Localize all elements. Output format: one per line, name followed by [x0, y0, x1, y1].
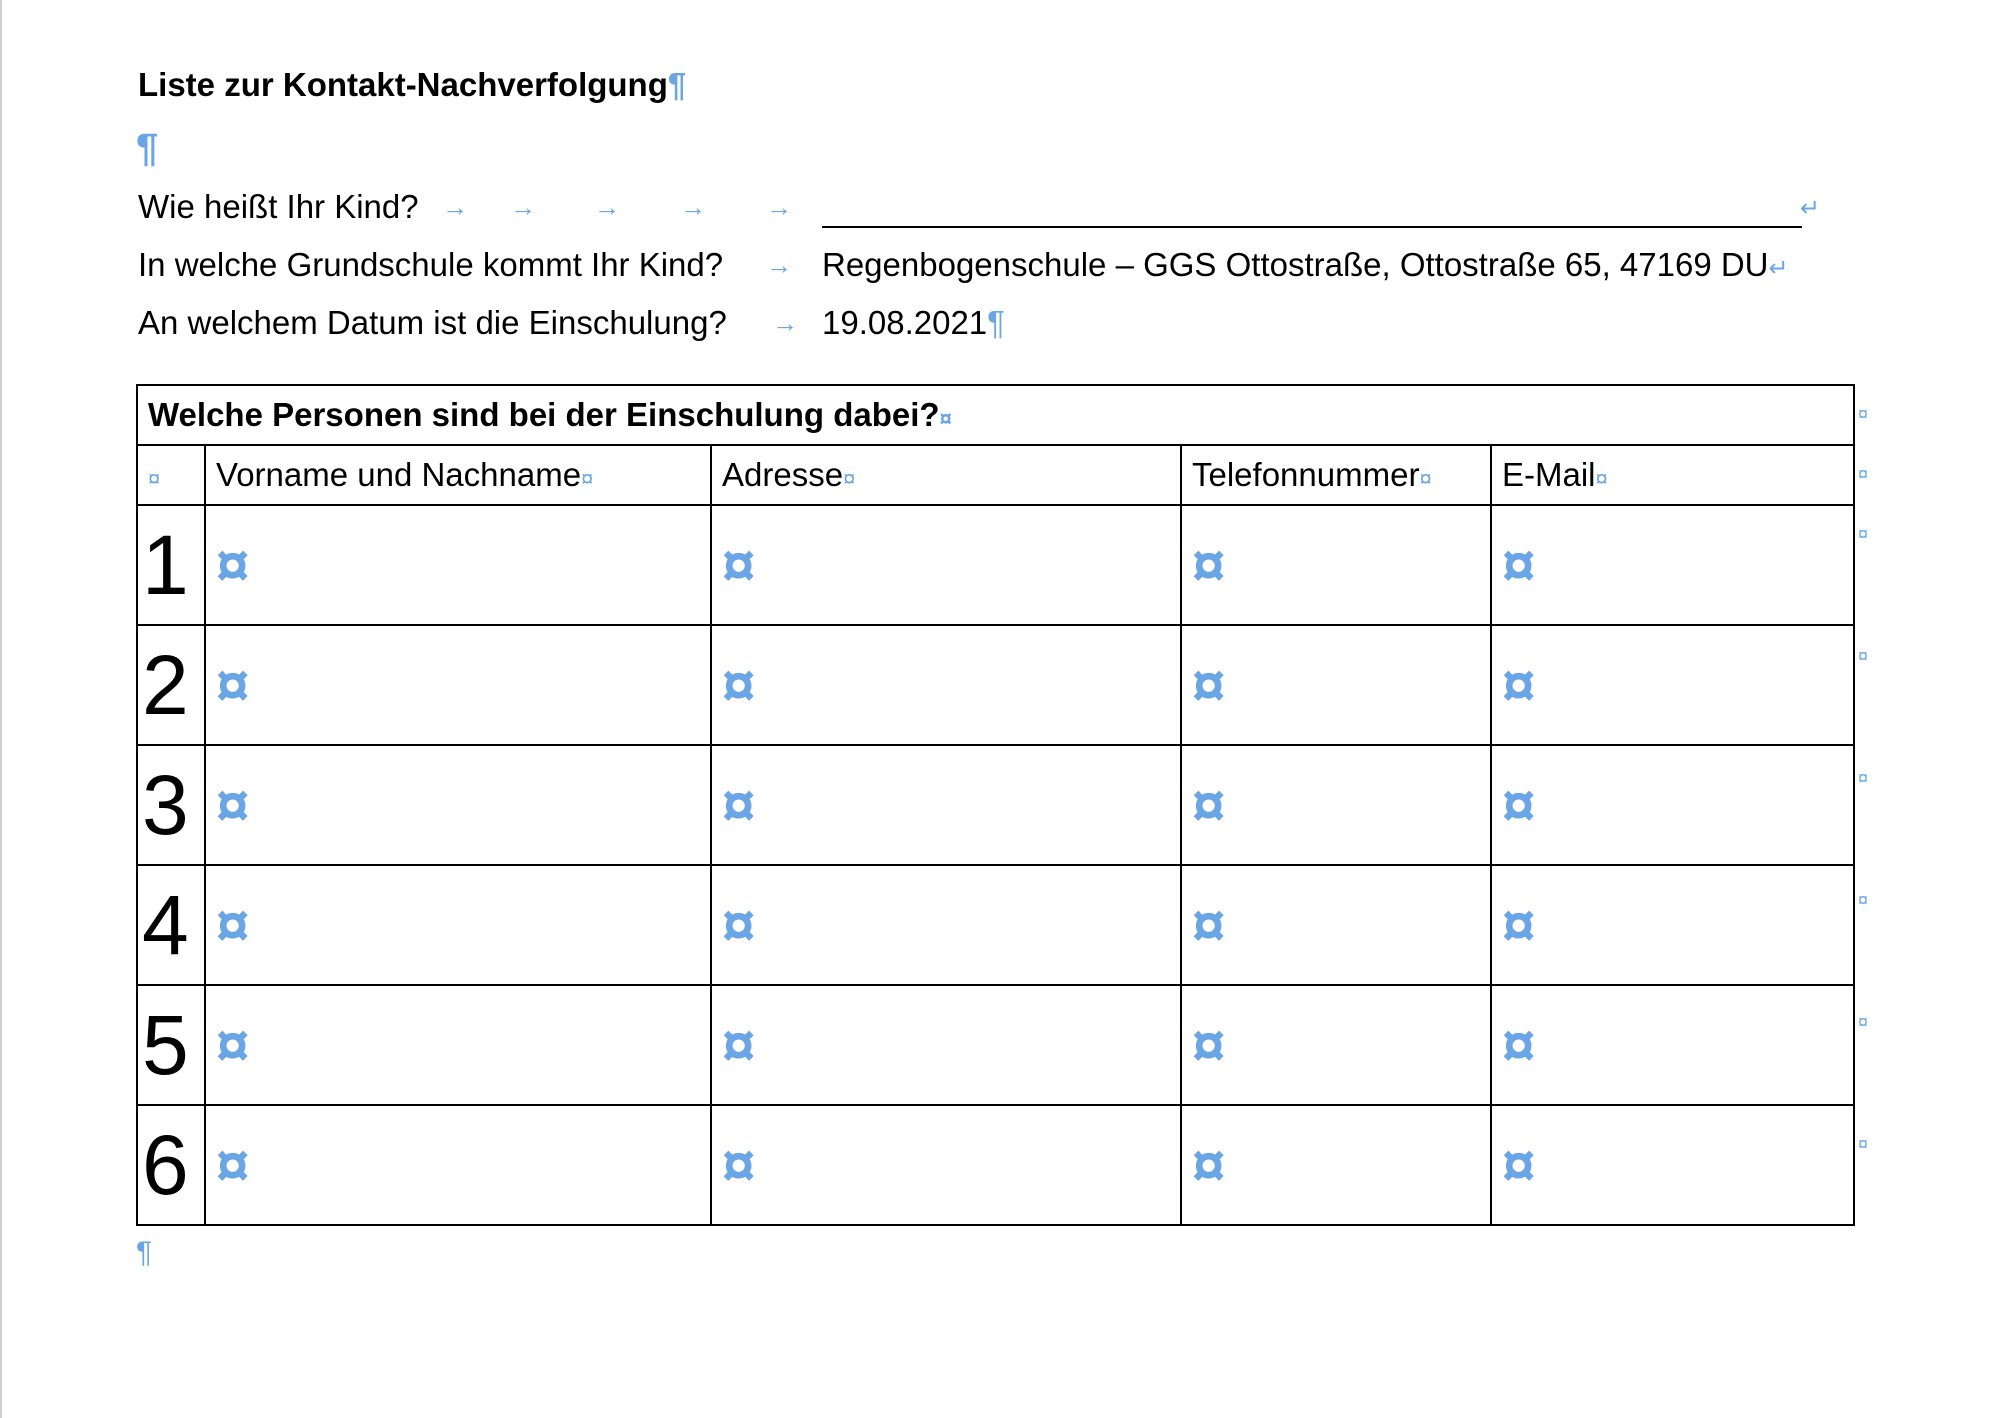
answer-underline[interactable] — [822, 226, 1802, 228]
table-cell[interactable] — [1491, 985, 1854, 1105]
tab-arrow: → — [510, 192, 536, 222]
tab-arrow: → — [772, 308, 798, 338]
table-cell[interactable] — [1181, 745, 1491, 865]
table-header: Welche Personen sind bei der Einschulung dabei? — [148, 396, 940, 433]
cell-mark: ¤ — [722, 651, 756, 719]
line-break-mark: ↵ — [1768, 255, 1789, 282]
column-address-label: Adresse — [722, 456, 844, 493]
answer-school[interactable] — [822, 246, 1789, 284]
table-cell[interactable] — [205, 745, 711, 865]
row-number: 2 — [137, 625, 205, 745]
question-label: Wie heißt Ihr Kind? — [138, 188, 419, 225]
cell-mark: ¤ — [722, 531, 756, 599]
cell-mark: ¤ — [1502, 891, 1536, 959]
table-cell[interactable] — [205, 505, 711, 625]
cell-mark: ¤ — [722, 1131, 756, 1199]
cell-mark: ¤ — [1502, 1011, 1536, 1079]
column-name-label: Vorname und Nachname — [216, 456, 582, 493]
table-cell[interactable] — [1491, 745, 1854, 865]
question-date — [138, 304, 727, 342]
table-cell[interactable] — [711, 625, 1181, 745]
table-row — [137, 505, 1854, 625]
tab-arrow: → — [766, 250, 792, 280]
cell-mark: ¤ — [216, 1131, 250, 1199]
cell-mark: ¤ — [216, 891, 250, 959]
row-number: 4 — [137, 865, 205, 985]
cell-mark: ¤ — [1192, 651, 1226, 719]
cell-mark: ¤ — [216, 771, 250, 839]
column-header[interactable] — [711, 445, 1181, 505]
tab-arrow: → — [442, 192, 468, 222]
row-end-mark: ¤ — [1858, 524, 1869, 544]
table-cell[interactable] — [1491, 505, 1854, 625]
page-edge — [0, 0, 2, 1418]
table-cell[interactable] — [205, 625, 711, 745]
row-end-mark: ¤ — [1858, 890, 1869, 910]
column-phone-label: Telefonnummer — [1192, 456, 1420, 493]
row-number: 3 — [137, 745, 205, 865]
table-cell[interactable] — [205, 1105, 711, 1225]
cell-mark: ¤ — [1502, 651, 1536, 719]
corner-cell[interactable] — [137, 445, 205, 505]
cell-mark: ¤ — [722, 1011, 756, 1079]
row-end-mark: ¤ — [1858, 404, 1869, 424]
row-end-mark: ¤ — [1858, 646, 1869, 666]
question-school — [138, 246, 723, 284]
line-break-mark: ↵ — [1800, 195, 1821, 222]
table-row — [137, 1105, 1854, 1225]
table-header-cell[interactable] — [137, 385, 1854, 445]
cell-mark: ¤ — [722, 771, 756, 839]
table-row — [137, 985, 1854, 1105]
table-cell[interactable] — [1181, 505, 1491, 625]
cell-mark: ¤ — [939, 406, 952, 431]
table-cell[interactable] — [711, 1105, 1181, 1225]
table-cell[interactable] — [711, 865, 1181, 985]
question-child-name — [138, 188, 419, 226]
column-header[interactable] — [205, 445, 711, 505]
cell-mark: ¤ — [1595, 466, 1608, 491]
table-row — [137, 625, 1854, 745]
cell-mark: ¤ — [1192, 891, 1226, 959]
cell-mark: ¤ — [1502, 771, 1536, 839]
table-cell[interactable] — [1491, 865, 1854, 985]
cell-mark: ¤ — [216, 651, 250, 719]
table-cell[interactable] — [1181, 985, 1491, 1105]
cell-mark: ¤ — [1192, 1011, 1226, 1079]
table-cell[interactable] — [711, 985, 1181, 1105]
cell-mark: ¤ — [1192, 1131, 1226, 1199]
table-header-row — [137, 385, 1854, 445]
table-row — [137, 865, 1854, 985]
cell-mark: ¤ — [1192, 771, 1226, 839]
paragraph-mark: ¶ — [136, 1236, 153, 1269]
row-number: 5 — [137, 985, 205, 1105]
column-email-label: E-Mail — [1502, 456, 1596, 493]
document-title — [138, 66, 686, 104]
question-label: An welchem Datum ist die Einschulung? — [138, 304, 727, 341]
contacts-table — [136, 384, 1855, 1226]
tab-arrow: → — [766, 192, 792, 222]
table-cell[interactable] — [1181, 865, 1491, 985]
row-end-mark: ¤ — [1858, 1012, 1869, 1032]
table-cell[interactable] — [711, 745, 1181, 865]
column-header-row — [137, 445, 1854, 505]
cell-mark: ¤ — [1419, 466, 1432, 491]
table-row — [137, 745, 1854, 865]
cell-mark: ¤ — [148, 466, 161, 491]
cell-mark: ¤ — [1192, 531, 1226, 599]
cell-mark: ¤ — [581, 466, 594, 491]
table-cell[interactable] — [1181, 1105, 1491, 1225]
cell-mark: ¤ — [722, 891, 756, 959]
row-number: 1 — [137, 505, 205, 625]
answer-date[interactable] — [822, 304, 1005, 342]
row-end-mark: ¤ — [1858, 768, 1869, 788]
answer-text: 19.08.2021 — [822, 304, 988, 341]
cell-mark: ¤ — [1502, 531, 1536, 599]
tab-arrow: → — [680, 192, 706, 222]
table-cell[interactable] — [711, 505, 1181, 625]
paragraph-mark: ¶ — [987, 304, 1005, 341]
tab-arrow: → — [594, 192, 620, 222]
table-cell[interactable] — [205, 985, 711, 1105]
empty-paragraph-mark: ¶ — [136, 126, 159, 170]
answer-text: Regenbogenschule – GGS Ottostraße, Ottostraße 65, 47169 DU — [822, 246, 1769, 283]
column-header[interactable] — [1181, 445, 1491, 505]
paragraph-mark: ¶ — [667, 66, 687, 103]
question-label: In welche Grundschule kommt Ihr Kind? — [138, 246, 724, 283]
row-end-mark: ¤ — [1858, 464, 1869, 484]
row-end-mark: ¤ — [1858, 1134, 1869, 1154]
table-cell[interactable] — [1491, 1105, 1854, 1225]
table-cell[interactable] — [1181, 625, 1491, 745]
table-cell[interactable] — [205, 865, 711, 985]
cell-mark: ¤ — [843, 466, 856, 491]
column-header[interactable] — [1491, 445, 1854, 505]
table-cell[interactable] — [1491, 625, 1854, 745]
title-text: Liste zur Kontakt-Nachverfolgung — [138, 66, 668, 103]
row-number: 6 — [137, 1105, 205, 1225]
cell-mark: ¤ — [216, 531, 250, 599]
cell-mark: ¤ — [216, 1011, 250, 1079]
cell-mark: ¤ — [1502, 1131, 1536, 1199]
